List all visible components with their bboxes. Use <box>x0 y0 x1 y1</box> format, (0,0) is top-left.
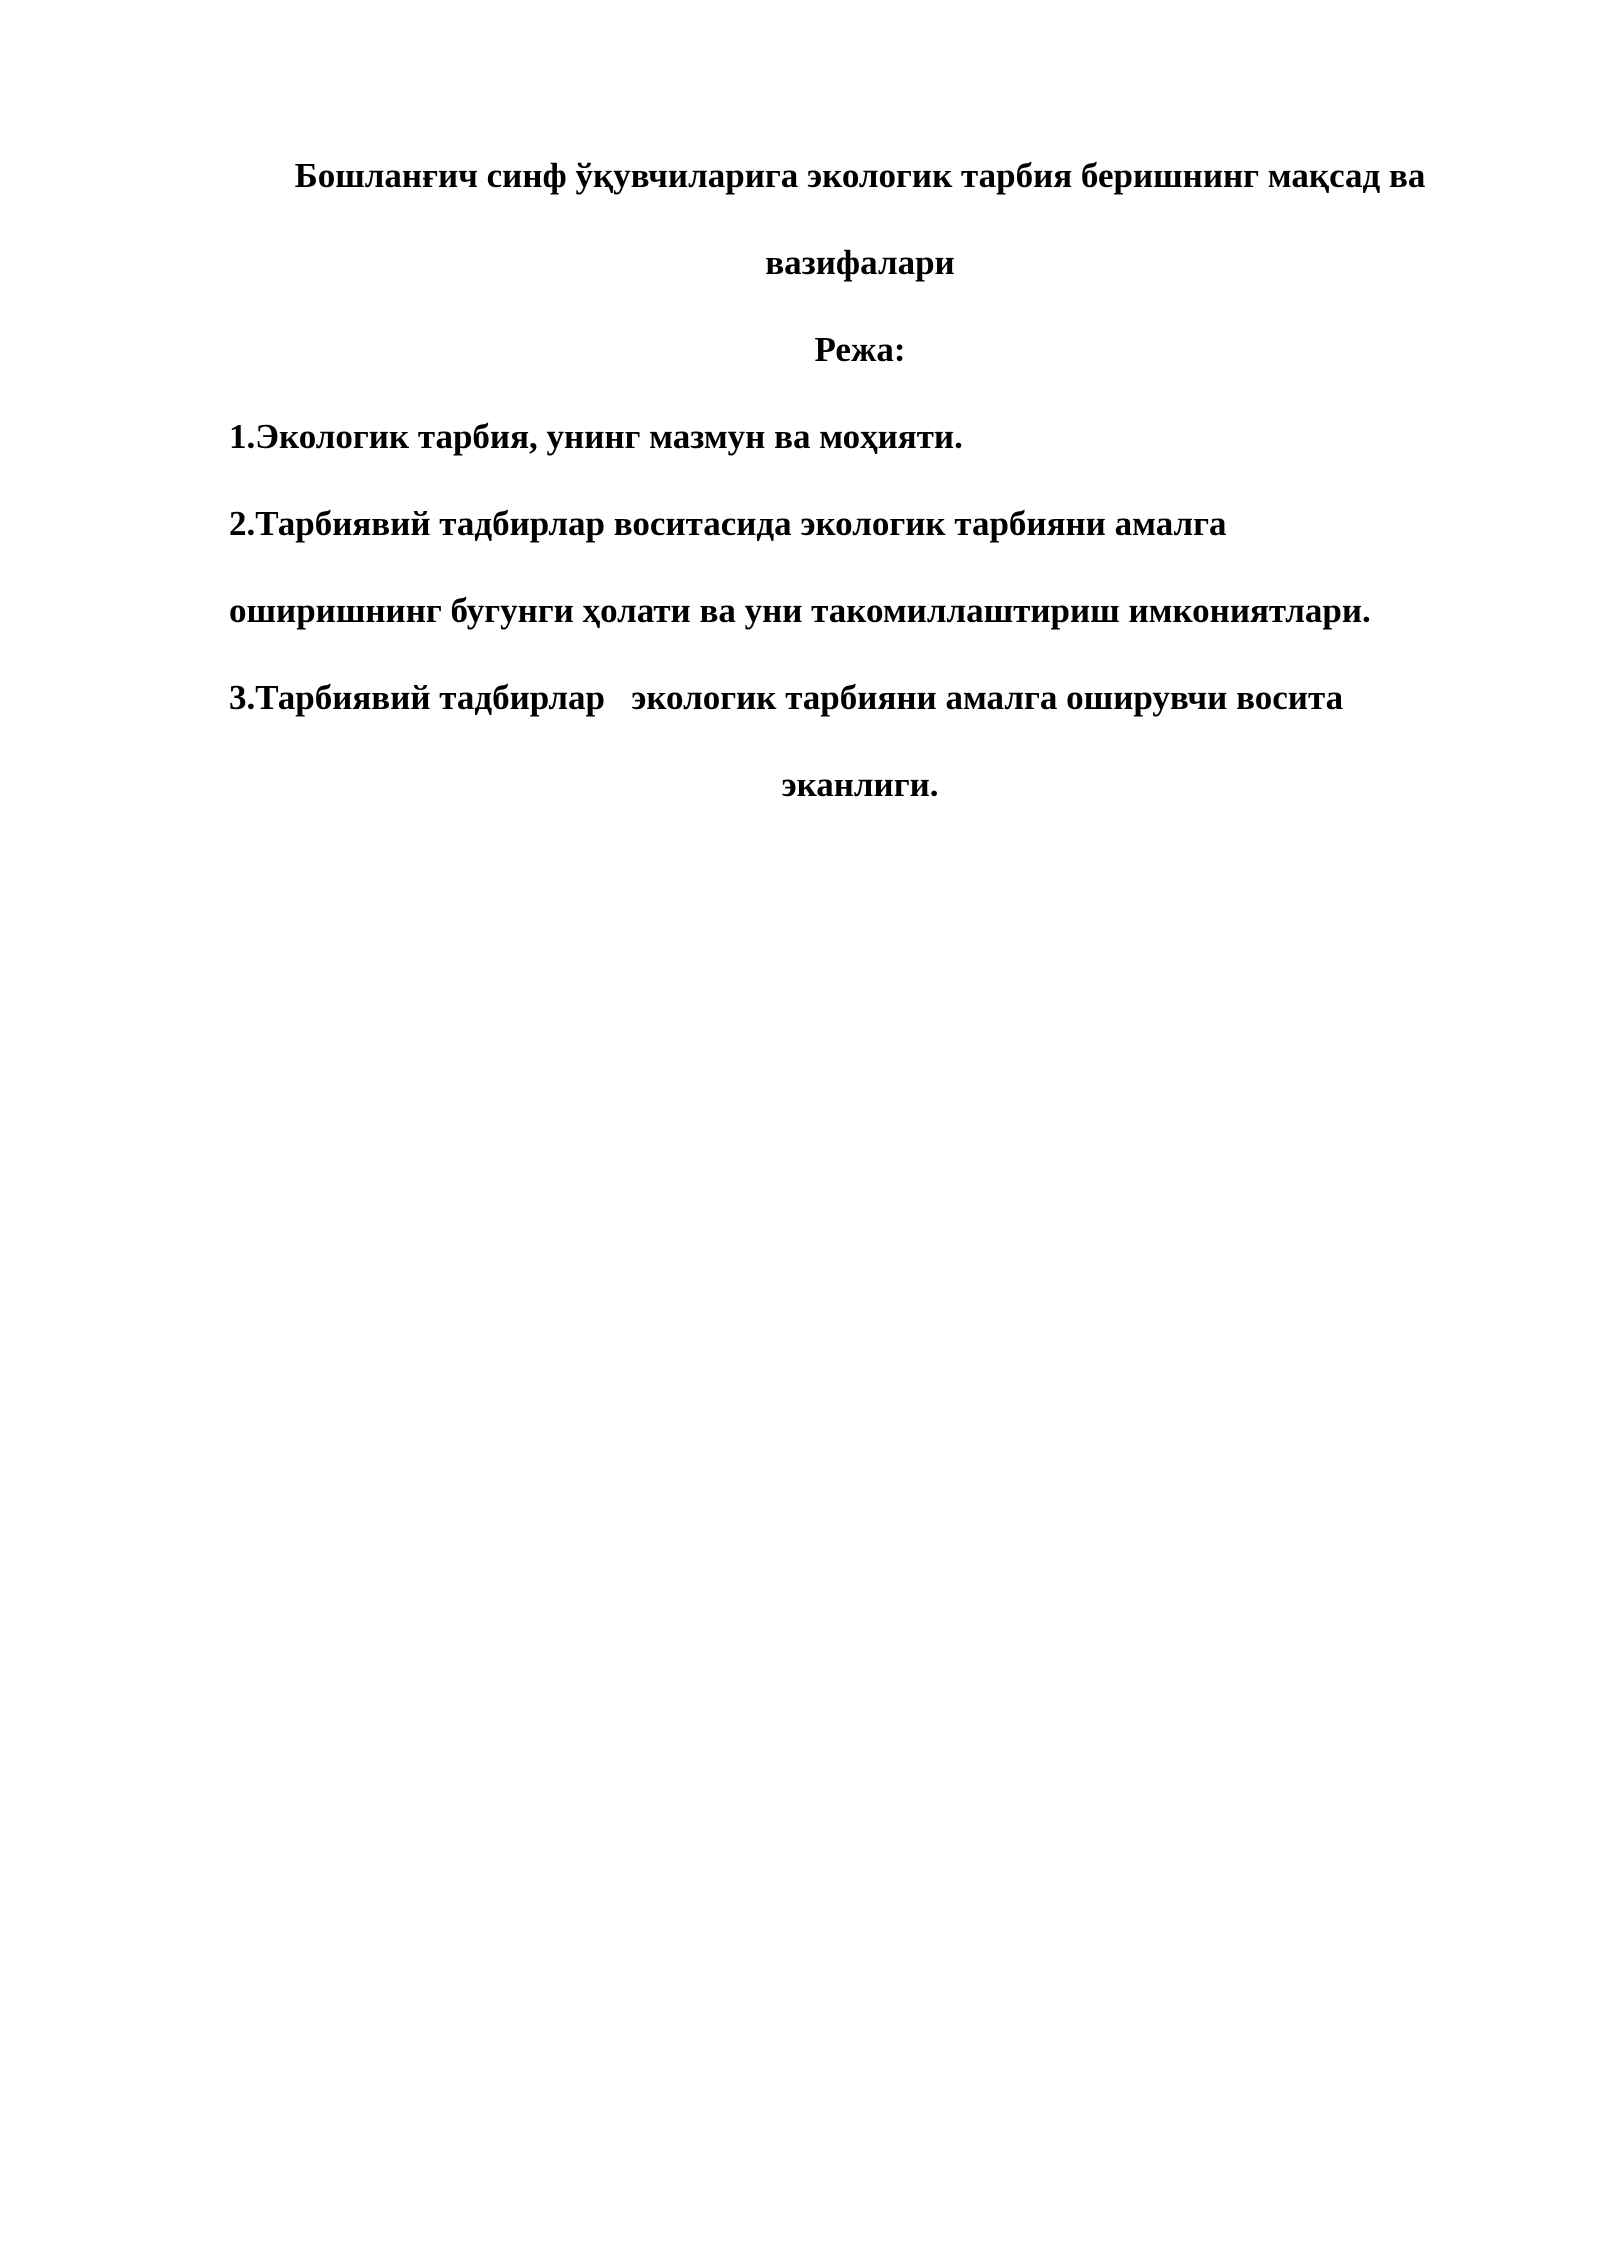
document-title-line-1: Бошланғич синф ўқувчиларига экологик тарбия беришнинг мақсад ва <box>294 156 1426 195</box>
plan-item-3-line-2: эканлиги. <box>781 765 939 804</box>
document-title-line-2: вазифалари <box>765 243 955 282</box>
plan-item-3-line-1: 3.Тарбиявий тадбирлар экологик тарбияни амалга оширувчи восита <box>229 678 1344 717</box>
plan-item-2-line-1: 2.Тарбиявий тадбирлар воситасида экологик тарбияни амалга <box>229 504 1227 543</box>
plan-item-2-line-2: оширишнинг бугунги ҳолати ва уни такомиллаштириш имкониятлари. <box>229 591 1371 630</box>
plan-item-1: 1.Экологик тарбия, унинг мазмун ва моҳияти. <box>229 417 963 456</box>
plan-heading: Режа: <box>814 330 906 369</box>
